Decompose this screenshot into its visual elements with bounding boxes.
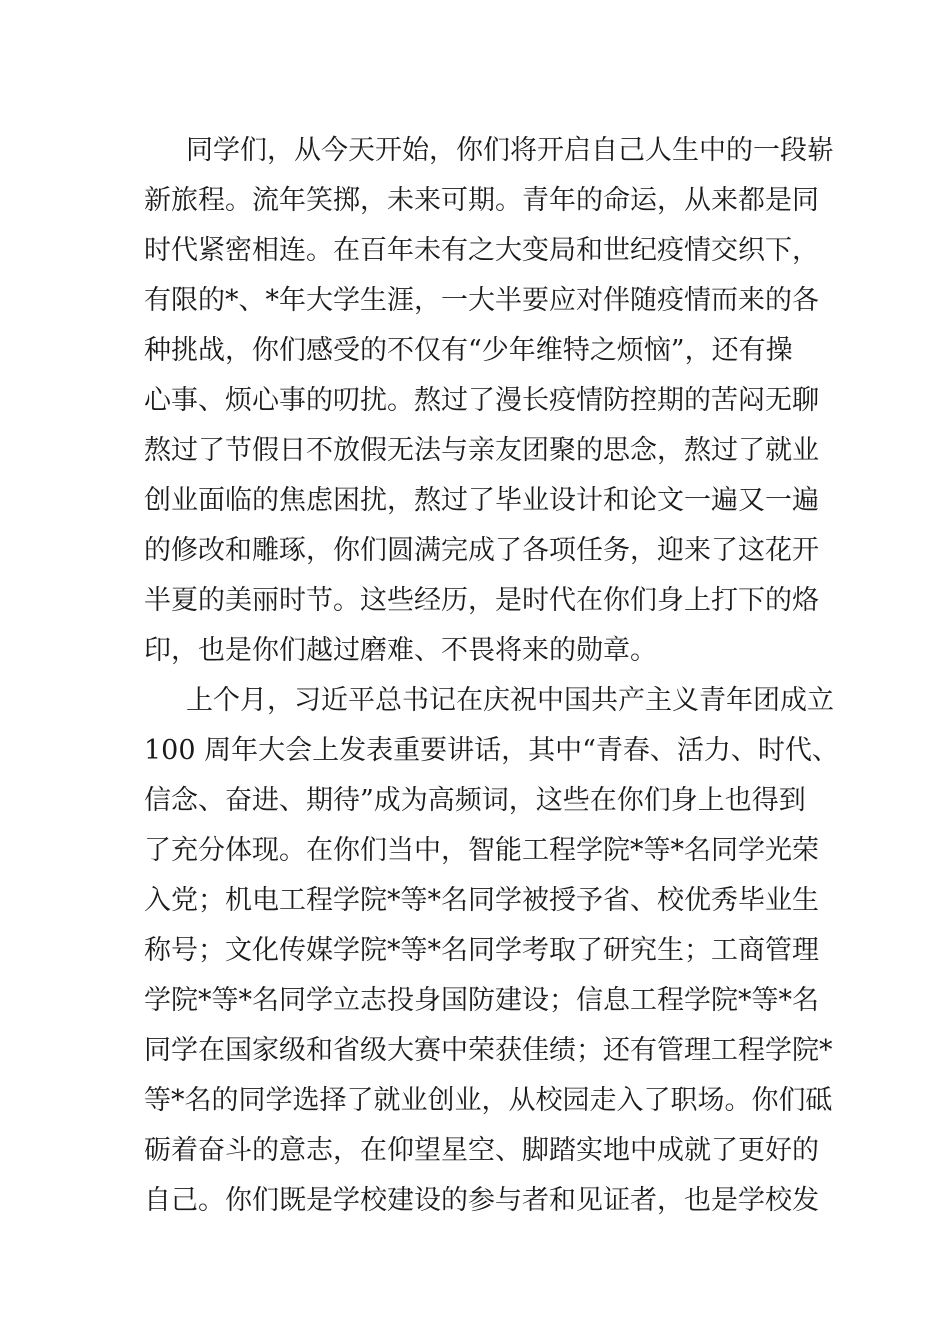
paragraph-2-line-1: 上个月，习近平总书记在庆祝中国共产主义青年团成立 — [186, 685, 834, 716]
paragraph-1-line-5: 种挑战，你们感受的不仅有“少年维特之烦恼”，还有操 — [144, 335, 793, 366]
paragraph-1-line-10: 半夏的美丽时节。这些经历，是时代在你们身上打下的烙 — [144, 585, 819, 616]
paragraph-2-line-3: 信念、奋进、期待”成为高频词，这些在你们身上也得到 — [144, 785, 806, 816]
paragraph-1-line-1: 同学们，从今天开始，你们将开启自己人生中的一段崭 — [186, 135, 834, 166]
paragraph-2-line-2: 100 周年大会上发表重要讲话，其中“青春、活力、时代、 — [144, 735, 839, 766]
paragraph-2-line-5: 入党；机电工程学院*等*名同学被授予省、校优秀毕业生 — [144, 885, 819, 916]
paragraph-1-line-4: 有限的*、*年大学生涯，一大半要应对伴随疫情而来的各 — [144, 285, 819, 316]
paragraph-1-line-8: 创业面临的焦虑困扰，熬过了毕业设计和论文一遍又一遍 — [144, 485, 819, 516]
paragraph-2-line-9: 等*名的同学选择了就业创业，从校园走入了职场。你们砥 — [144, 1085, 833, 1116]
paragraph-1-line-3: 时代紧密相连。在百年未有之大变局和世纪疫情交织下， — [144, 235, 819, 266]
paragraph-1-line-11: 印，也是你们越过磨难、不畏将来的勋章。 — [144, 635, 657, 666]
paragraph-1-line-7: 熬过了节假日不放假无法与亲友团聚的思念，熬过了就业 — [144, 435, 819, 466]
paragraph-2-line-11: 自己。你们既是学校建设的参与者和见证者，也是学校发 — [144, 1185, 819, 1216]
paragraph-1-line-9: 的修改和雕琢，你们圆满完成了各项任务，迎来了这花开 — [144, 535, 819, 566]
paragraph-1-line-2: 新旅程。流年笑掷，未来可期。青年的命运，从来都是同 — [144, 185, 819, 216]
paragraph-2-line-4: 了充分体现。在你们当中，智能工程学院*等*名同学光荣 — [144, 835, 819, 866]
paragraph-1-line-6: 心事、烦心事的叨扰。熬过了漫长疫情防控期的苦闷无聊 — [144, 385, 819, 416]
paragraph-2-line-8: 同学在国家级和省级大赛中荣获佳绩；还有管理工程学院* — [144, 1035, 833, 1066]
paragraph-2-line-7: 学院*等*名同学立志投身国防建设；信息工程学院*等*名 — [144, 985, 819, 1016]
paragraph-2-line-6: 称号；文化传媒学院*等*名同学考取了研究生；工商管理 — [144, 935, 819, 966]
paragraph-2-line-10: 砺着奋斗的意志，在仰望星空、脚踏实地中成就了更好的 — [144, 1135, 819, 1166]
